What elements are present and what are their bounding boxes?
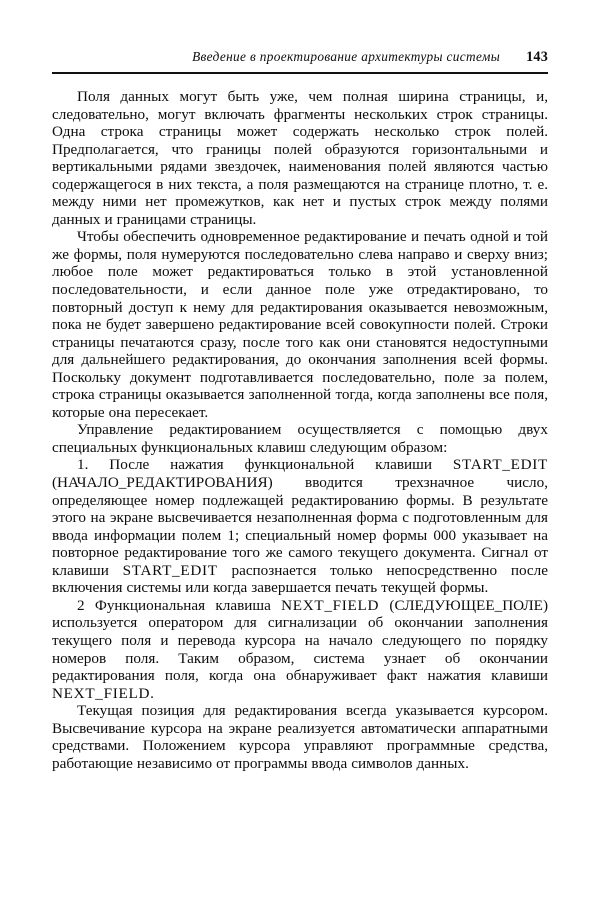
paragraph-3: Управление редактированием осуществляется с помощью двух специальных функциональных клавиш следующим образом: <box>52 421 548 456</box>
list-item-2-text-mid: (СЛЕДУЮЩЕЕ_ПОЛЕ) используется оператором для сигнализации об окончании заполнения текущего поля и перевода курсора на начало следующего по порядку номеров поля. Таким образом, система узнает об окончании редактирования поля, когда она обнаруживает факт нажатия клавиши <box>52 596 549 685</box>
list-item-2-text-after: . <box>150 684 154 702</box>
key-name-next-field-2: NEXT_FIELD <box>52 684 151 702</box>
list-item-2-text-before: 2 Функциональная клавиша <box>77 596 282 614</box>
key-name-start-edit: START_EDIT <box>452 456 548 474</box>
running-head-title: Введение в проектирование архитектуры системы <box>192 49 501 64</box>
paragraph-1: Поля данных могут быть уже, чем полная ширина страницы, и, следовательно, могут включать фрагменты нескольких строк страницы. Одна строка страницы может содержать несколько строк полей. Предполагается, что границы полей образуются горизонтальными и вертикальными рядами звездочек, наименования полей являются частью содержащегося в них текста, а поля размещаются на странице плотно, т. е. между ними нет промежутков, как нет и пустых строк между полями данных и границами страницы. <box>52 88 548 228</box>
header-rule-divider <box>52 72 548 74</box>
list-item-1-text-after: распознается только непосредственно после включения системы или когда завершается печать текущей формы. <box>52 561 548 597</box>
running-head <box>52 49 548 66</box>
list-item-1-text-before: 1. После нажатия функциональной клавиши <box>77 456 453 474</box>
list-item-1 <box>52 456 548 596</box>
key-name-next-field: NEXT_FIELD <box>281 596 380 614</box>
list-item-2 <box>52 597 548 702</box>
body-text-block <box>52 88 548 772</box>
paragraph-6: Текущая позиция для редактирования всегда указывается курсором. Высвечивание курсора на экране реализуется автоматически аппаратными средствами. Положением курсора управляют программные средства, работающие независимо от программы ввода символов данных. <box>52 702 548 772</box>
page-number: 143 <box>526 49 548 65</box>
paragraph-2: Чтобы обеспечить одновременное редактирование и печать одной и той же формы, поля нумеруются последовательно слева направо и сверху вниз; любое поле может редактироваться только в этой установленной последовательности, и если данное поле уже отредактировано, то повторный доступ к нему для редактирования оказывается невозможным, пока не будет завершено редактирование всей совокупности полей. Строки страницы печатаются сразу, после того как они становятся недоступными для дальнейшего редактирования, до окончания заполнения всей формы. Поскольку документ подготавливается последовательно, поле за полем, строка страницы оказывается заполненной тогда, когда заполнены все поля, которые она пересекает. <box>52 228 548 421</box>
key-name-start-edit-2: START_EDIT <box>122 561 218 579</box>
list-item-1-text-mid: (НАЧАЛО_РЕДАКТИРОВАНИЯ) вводится трехзначное число, определяющее номер подлежащей редактированию формы. В результате этого на экране высвечивается незаполненная форма с подготовленным для ввода информации полем 1; специальный номер формы 000 указывает на повторное редактирование того же самого текущего документа. Сигнал от клавиши <box>52 474 548 579</box>
